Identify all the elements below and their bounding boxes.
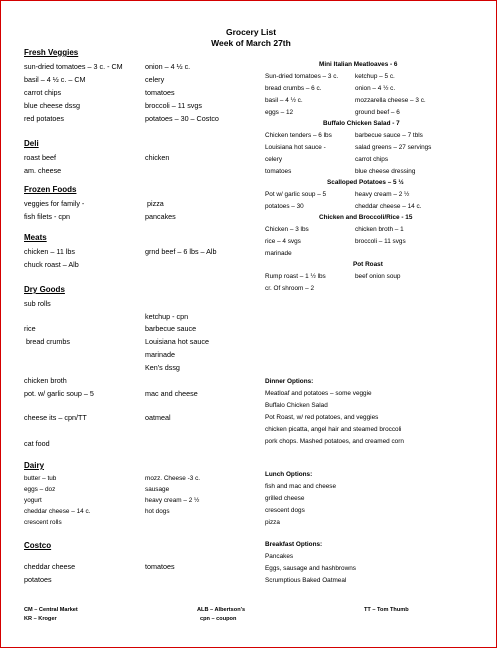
list-item: broccoli – 11 svgs	[145, 101, 202, 110]
legend-cm: CM – Central Market	[24, 607, 78, 613]
heading-costco: Costco	[24, 541, 52, 550]
list-item: am. cheese	[24, 166, 62, 175]
legend-kr: KR – Kroger	[24, 616, 57, 622]
list-item: cheese its – cpn/TT	[24, 413, 87, 422]
title-line-1: Grocery List	[225, 27, 277, 37]
list-item: sausage	[145, 486, 170, 493]
list-item: Pancakes	[265, 553, 294, 560]
heading-dairy: Dairy	[24, 461, 45, 470]
list-item: chicken	[145, 153, 170, 162]
list-item: Ken's dssg	[145, 363, 180, 372]
list-item: mac and cheese	[145, 389, 198, 398]
list-item: Eggs, sausage and hashbrowns	[265, 565, 356, 572]
list-item: yogurt	[24, 497, 42, 504]
list-item: grilled cheese	[265, 495, 305, 502]
heading-frozen-foods: Frozen Foods	[24, 185, 77, 194]
list-item: chicken picatta, angel hair and steamed broccoli	[265, 426, 402, 433]
list-item: tomatoes	[145, 562, 175, 571]
list-item: sub rolls	[24, 299, 51, 308]
heading-dry-goods: Dry Goods	[24, 285, 65, 294]
heading-dinner-options: Dinner Options:	[265, 378, 314, 385]
list-item: cheddar cheese – 14 c.	[355, 203, 422, 210]
list-item: Sun-dried tomatoes – 3 c.	[265, 73, 339, 80]
recipe-heading-buffalo: Buffalo Chicken Salad - 7	[323, 120, 400, 127]
list-item: beef onion soup	[355, 273, 401, 280]
list-item: cat food	[24, 439, 50, 448]
list-item: fish and mac and cheese	[265, 483, 337, 490]
legend-alb: ALB – Albertson's	[197, 607, 246, 613]
heading-lunch-options: Lunch Options:	[265, 471, 313, 478]
list-item: Scrumptious Baked Oatmeal	[265, 577, 347, 584]
list-item: celery	[265, 156, 283, 163]
list-item: Louisiana hot sauce -	[265, 144, 326, 151]
list-item: grnd beef – 6 lbs – Alb	[145, 247, 217, 256]
list-item: bread crumbs	[26, 337, 70, 346]
list-item: eggs – 12	[265, 109, 294, 116]
recipe-heading-pot-roast: Pot Roast	[353, 261, 383, 268]
recipe-heading-scalloped: Scalloped Potatoes – 5 ½	[327, 179, 404, 186]
recipe-heading-chicken-broccoli: Chicken and Broccoli/Rice - 15	[319, 214, 413, 221]
list-item: celery	[145, 75, 165, 84]
list-item: chicken broth – 1	[355, 226, 404, 233]
list-item: pizza	[265, 519, 280, 526]
list-item: barbecue sauce	[145, 324, 197, 333]
list-item: eggs – doz	[24, 486, 56, 493]
recipe-heading-meatloaves: Mini Italian Meatloaves - 6	[319, 61, 398, 68]
list-item: butter – tub	[24, 475, 57, 482]
legend-cpn: cpn – coupon	[200, 616, 237, 622]
list-item: blue cheese dssg	[24, 101, 80, 110]
list-item: chicken broth	[24, 376, 67, 385]
list-item: carrot chips	[24, 88, 62, 97]
list-item: barbecue sauce – 7 tbls	[355, 132, 423, 139]
list-item: carrot chips	[355, 156, 389, 163]
legend-tt: TT – Tom Thumb	[364, 607, 409, 613]
list-item: veggies for family -	[24, 199, 85, 208]
list-item: Buffalo Chicken Salad	[265, 402, 328, 409]
title-line-2: Week of March 27th	[211, 38, 291, 48]
list-item: chicken – 11 lbs	[24, 247, 76, 256]
list-item: rice – 4 svgs	[265, 238, 301, 245]
list-item: cr. Of shroom – 2	[265, 285, 315, 292]
list-item: oatmeal	[145, 413, 171, 422]
list-item: pancakes	[145, 212, 176, 221]
list-item: sun-dried tomatoes – 3 c. - CM	[24, 62, 123, 71]
list-item: salad greens – 27 servings	[355, 144, 432, 151]
list-item: pork chops. Mashed potatoes, and creamed corn	[265, 438, 404, 445]
list-item: blue cheese dressing	[355, 168, 416, 175]
list-item: hot dogs	[145, 508, 170, 515]
heading-fresh-veggies: Fresh Veggies	[24, 48, 79, 57]
list-item: Meatloaf and potatoes – some veggie	[265, 390, 372, 397]
list-item: potatoes	[24, 575, 52, 584]
list-item: ground beef – 6	[355, 109, 400, 116]
list-item: Pot w/ garlic soup – 5	[265, 191, 327, 198]
list-item: marinade	[265, 250, 292, 257]
list-item: potatoes – 30	[265, 203, 304, 210]
list-item: ketchup – 5 c.	[355, 73, 395, 80]
list-item: marinade	[145, 350, 175, 359]
list-item: cheddar cheese	[24, 562, 76, 571]
list-item: roast beef	[24, 153, 56, 162]
list-item: tomatoes	[145, 88, 175, 97]
list-item: crescent dogs	[265, 507, 305, 514]
list-item: mozz. Cheese -3 c.	[145, 475, 201, 482]
list-item: chuck roast – Alb	[24, 260, 79, 269]
list-item: heavy cream – 2 ½	[145, 497, 200, 504]
heading-meats: Meats	[24, 233, 47, 242]
list-item: Louisiana hot sauce	[145, 337, 209, 346]
list-item: ketchup - cpn	[145, 312, 189, 321]
heading-deli: Deli	[24, 139, 39, 148]
list-item: pizza	[147, 199, 164, 208]
list-item: fish filets - cpn	[24, 212, 70, 221]
list-item: crescent rolls	[24, 519, 62, 526]
list-item: broccoli – 11 svgs	[355, 238, 406, 245]
list-item: cheddar cheese – 14 c.	[24, 508, 91, 515]
list-item: Pot Roast, w/ red potatoes, and veggies	[265, 414, 379, 421]
heading-breakfast-options: Breakfast Options:	[265, 541, 323, 548]
list-item: rice	[24, 324, 36, 333]
list-item: potatoes – 30 – Costco	[145, 114, 219, 123]
list-item: pot. w/ garlic soup – 5	[24, 389, 94, 398]
list-item: red potatoes	[24, 114, 64, 123]
list-item: basil – 4 ½ c. – CM	[24, 75, 86, 84]
list-item: Chicken tenders – 6 lbs	[265, 132, 332, 139]
list-item: mozzarella cheese – 3 c.	[355, 97, 426, 104]
list-item: bread crumbs – 6 c.	[265, 85, 322, 92]
list-item: onion – 4 ½ c.	[145, 62, 191, 71]
list-item: heavy cream – 2 ½	[355, 191, 410, 198]
list-item: Chicken – 3 lbs	[265, 226, 309, 233]
list-item: Rump roast – 1 ½ lbs	[265, 273, 326, 280]
list-item: onion – 4 ½ c.	[355, 85, 396, 92]
list-item: tomatoes	[265, 168, 292, 175]
list-item: basil – 4 ½ c.	[265, 97, 303, 104]
